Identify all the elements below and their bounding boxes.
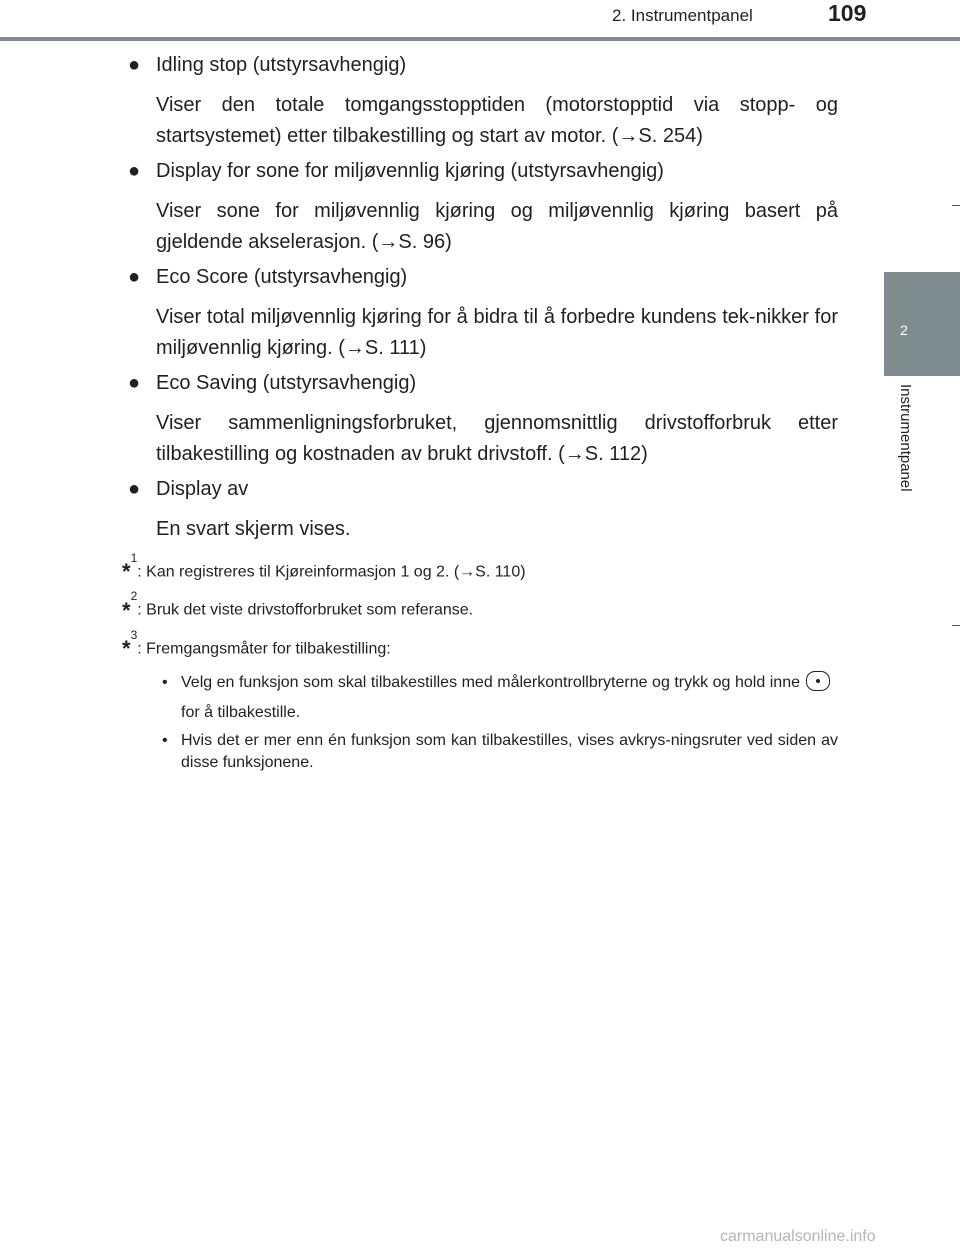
footnote <box>122 551 838 585</box>
list-item <box>156 730 838 774</box>
ok-button-icon <box>806 671 830 691</box>
footnote-number: 3 <box>130 627 138 642</box>
bullet-icon: ● <box>128 54 141 76</box>
footnote <box>122 589 838 623</box>
item-title: Eco Score (utstyrsavhengig) <box>156 266 408 288</box>
item-description: En svart skjerm vises. <box>156 518 351 540</box>
footnote-mark: * <box>122 635 131 661</box>
list-item <box>128 264 838 290</box>
item-description: Viser den totale tomgangsstopptiden (motorstopptid via stopp- og startsystemet) etter tilbakestilling og start av motor. (→S. 254) <box>156 94 838 147</box>
margin-tick <box>952 205 960 206</box>
page-number: 109 <box>828 0 867 26</box>
item-title: Idling stop (utstyrsavhengig) <box>156 54 407 76</box>
header-section-title: 2. Instrumentpanel <box>612 6 753 25</box>
footnote-text: : Kan registreres til Kjøreinformasjon 1 og 2. (→S. 110) <box>137 563 526 581</box>
chapter-tab-label: Instrumentpanel <box>897 384 914 492</box>
reset-steps-list <box>128 668 838 774</box>
watermark: carmanualsonline.info <box>720 1228 876 1245</box>
sub-bullet-icon: • <box>162 673 168 691</box>
bullet-icon: ● <box>128 266 141 288</box>
margin-tick <box>952 625 960 626</box>
list-item <box>128 370 838 396</box>
footnote <box>122 627 838 661</box>
main-content <box>122 52 838 774</box>
footnote-mark: * <box>122 559 131 585</box>
item-title: Eco Saving (utstyrsavhengig) <box>156 372 417 394</box>
list-item <box>128 476 838 502</box>
footnote-number: 2 <box>130 589 138 604</box>
step-text: Hvis det er mer enn én funksjon som kan tilbakestilles, vises avkrys-ningsruter ved siden av disse funksjonene. <box>181 731 838 771</box>
bullet-icon: ● <box>128 478 141 500</box>
step-text-end: for å tilbakestille. <box>181 703 301 721</box>
chapter-tab-number: 2 <box>900 322 908 338</box>
bullet-icon: ● <box>128 160 141 182</box>
sub-bullet-icon: • <box>162 731 168 749</box>
item-description: Viser total miljøvennlig kjøring for å bidra til å forbedre kundens tek-nikker for miljøvennlig kjøring. (→S. 111) <box>156 306 838 359</box>
list-item <box>156 668 838 728</box>
footnote-mark: * <box>122 597 131 623</box>
footnote-number: 1 <box>130 551 138 565</box>
bullet-icon: ● <box>128 372 141 394</box>
list-item <box>128 52 838 78</box>
item-title: Display for sone for miljøvennlig kjøring (utstyrsavhengig) <box>156 160 664 182</box>
step-text: Velg en funksjon som skal tilbakestilles med målerkontrollbryterne og trykk og hold inne <box>181 673 800 691</box>
footnote-text: : Fremgangsmåter for tilbakestilling: <box>137 639 391 657</box>
item-description: Viser sone for miljøvennlig kjøring og miljøvennlig kjøring basert på gjeldende akselerasjon. (→S. 96) <box>156 200 838 253</box>
item-description: Viser sammenligningsforbruket, gjennomsnittlig drivstofforbruk etter tilbakestilling og kostnaden av brukt drivstoff. (→S. 112) <box>156 412 838 465</box>
footnote-text: : Bruk det viste drivstofforbruket som referanse. <box>137 601 474 619</box>
item-title: Display av <box>156 478 249 500</box>
header-rule <box>0 37 960 41</box>
list-item <box>128 158 838 184</box>
